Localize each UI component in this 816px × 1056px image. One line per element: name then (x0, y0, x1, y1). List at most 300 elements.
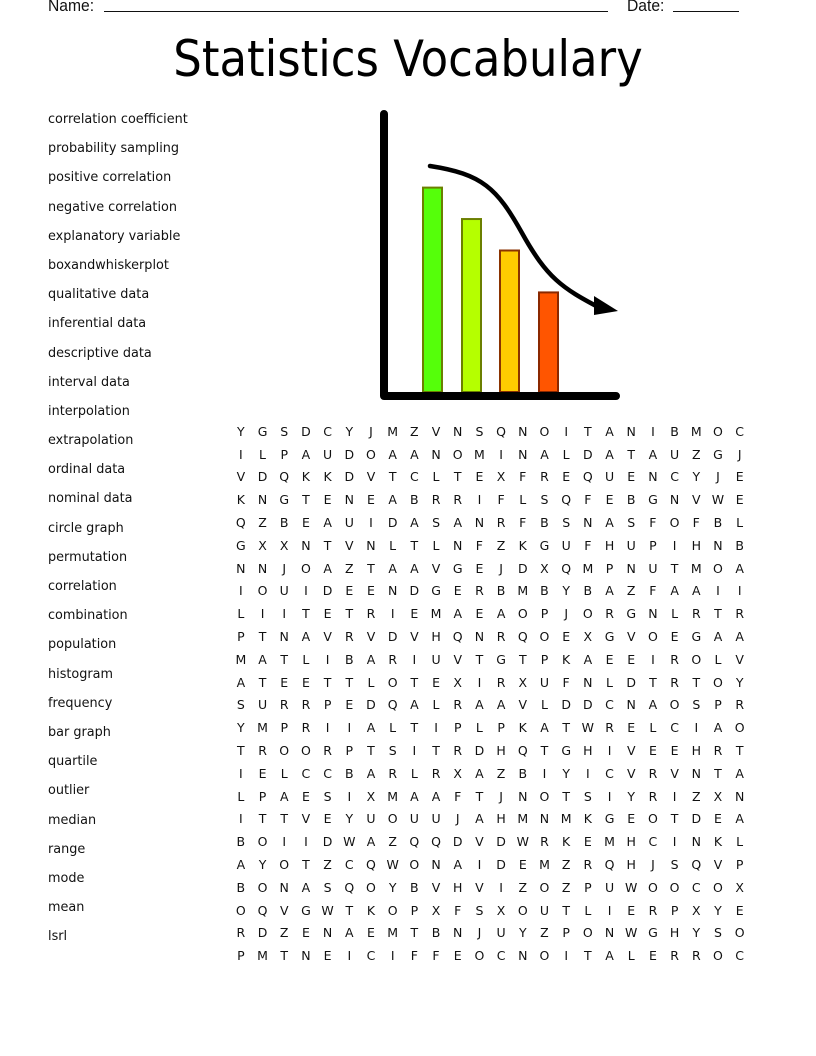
grid-letter[interactable]: U (604, 469, 615, 485)
grid-letter[interactable]: N (431, 446, 441, 462)
grid-letter[interactable]: N (236, 560, 246, 576)
grid-letter[interactable]: L (736, 515, 744, 531)
grid-letter[interactable]: N (366, 537, 376, 553)
grid-letter[interactable]: V (735, 651, 744, 667)
grid-letter[interactable]: W (321, 902, 334, 918)
grid-letter[interactable]: I (607, 743, 612, 759)
grid-letter[interactable]: N (518, 446, 528, 462)
grid-letter[interactable]: E (627, 811, 636, 827)
grid-letter[interactable]: O (647, 879, 658, 895)
grid-letter[interactable]: S (236, 697, 245, 713)
grid-letter[interactable]: A (453, 857, 462, 873)
grid-letter[interactable]: D (322, 583, 333, 599)
grid-letter[interactable]: R (670, 674, 679, 690)
grid-letter[interactable]: N (518, 423, 528, 439)
grid-letter[interactable]: Z (691, 788, 701, 804)
grid-letter[interactable]: D (257, 925, 268, 941)
grid-letter[interactable]: B (279, 515, 289, 531)
grid-letter[interactable]: S (280, 423, 289, 439)
grid-letter[interactable]: Q (517, 743, 528, 759)
grid-letter[interactable]: N (453, 423, 463, 439)
grid-letter[interactable]: E (453, 583, 462, 599)
grid-letter[interactable]: D (583, 697, 593, 713)
grid-letter[interactable]: T (323, 674, 332, 690)
grid-letter[interactable]: O (539, 423, 550, 439)
grid-letter[interactable]: F (432, 948, 440, 964)
grid-letter[interactable]: F (454, 902, 462, 918)
grid-letter[interactable]: S (475, 423, 484, 439)
grid-letter[interactable]: Q (235, 515, 246, 531)
grid-letter[interactable]: T (670, 811, 679, 827)
grid-letter[interactable]: V (626, 743, 636, 759)
grid-letter[interactable]: V (475, 834, 484, 850)
grid-letter[interactable]: U (539, 902, 550, 918)
grid-letter[interactable]: T (345, 902, 354, 918)
grid-letter[interactable]: H (691, 537, 701, 553)
grid-letter[interactable]: E (367, 583, 375, 599)
grid-letter[interactable]: A (648, 697, 658, 713)
grid-letter[interactable]: I (651, 651, 655, 667)
grid-letter[interactable]: M (257, 948, 268, 964)
grid-letter[interactable]: Q (561, 492, 572, 508)
grid-letter[interactable]: O (474, 948, 485, 964)
grid-letter[interactable]: M (539, 857, 550, 873)
grid-letter[interactable]: L (736, 834, 744, 850)
grid-letter[interactable]: M (560, 811, 572, 827)
grid-letter[interactable]: T (237, 743, 245, 759)
grid-letter[interactable]: K (562, 651, 571, 667)
grid-letter[interactable]: L (671, 606, 679, 622)
grid-letter[interactable]: O (257, 583, 268, 599)
grid-letter[interactable]: A (453, 606, 462, 622)
grid-letter[interactable]: A (410, 788, 419, 804)
grid-letter[interactable]: X (713, 788, 723, 804)
grid-letter[interactable]: V (713, 857, 723, 873)
grid-letter[interactable]: N (431, 857, 441, 873)
grid-letter[interactable]: U (257, 697, 268, 713)
grid-letter[interactable]: O (713, 674, 723, 690)
grid-letter[interactable]: N (669, 492, 680, 508)
grid-letter[interactable]: Q (561, 560, 572, 576)
grid-letter[interactable]: P (497, 720, 505, 736)
name-blank-line[interactable] (104, 11, 608, 12)
grid-letter[interactable]: R (453, 492, 463, 508)
grid-letter[interactable]: U (409, 811, 419, 827)
grid-letter[interactable]: A (605, 446, 614, 462)
grid-letter[interactable]: I (412, 743, 417, 759)
grid-letter[interactable]: F (519, 515, 527, 531)
grid-letter[interactable]: A (605, 948, 614, 964)
grid-letter[interactable]: Y (345, 811, 354, 827)
grid-letter[interactable]: K (583, 811, 592, 827)
grid-letter[interactable]: T (453, 469, 462, 485)
grid-letter[interactable]: I (239, 811, 243, 827)
grid-letter[interactable]: N (279, 879, 289, 895)
grid-letter[interactable]: O (669, 697, 680, 713)
grid-letter[interactable]: Q (496, 423, 507, 439)
grid-letter[interactable]: E (258, 765, 267, 781)
grid-letter[interactable]: E (367, 925, 375, 941)
grid-letter[interactable]: C (323, 765, 332, 781)
grid-letter[interactable]: E (562, 629, 571, 645)
grid-letter[interactable]: P (345, 743, 354, 759)
grid-letter[interactable]: E (648, 948, 657, 964)
grid-letter[interactable]: N (301, 537, 311, 553)
grid-letter[interactable]: V (475, 879, 484, 895)
grid-letter[interactable]: R (713, 743, 723, 759)
grid-letter[interactable]: C (409, 469, 419, 485)
grid-letter[interactable]: H (669, 925, 680, 941)
grid-letter[interactable]: O (582, 606, 593, 622)
grid-letter[interactable]: B (236, 834, 246, 850)
grid-letter[interactable]: Q (452, 629, 463, 645)
grid-letter[interactable]: U (344, 515, 354, 531)
grid-letter[interactable]: D (409, 583, 420, 599)
grid-letter[interactable]: Z (258, 515, 267, 531)
grid-letter[interactable]: A (410, 515, 419, 531)
grid-letter[interactable]: I (434, 720, 438, 736)
grid-letter[interactable]: T (410, 537, 419, 553)
grid-letter[interactable]: E (367, 492, 375, 508)
grid-letter[interactable]: J (651, 857, 655, 873)
grid-letter[interactable]: L (259, 446, 267, 462)
grid-letter[interactable]: Y (258, 857, 267, 873)
grid-letter[interactable]: A (605, 583, 614, 599)
grid-letter[interactable]: P (258, 788, 267, 804)
grid-letter[interactable]: G (431, 583, 441, 599)
grid-letter[interactable]: O (669, 515, 680, 531)
grid-letter[interactable]: D (366, 697, 376, 713)
grid-letter[interactable]: X (366, 788, 376, 804)
grid-letter[interactable]: N (301, 948, 311, 964)
grid-letter[interactable]: R (301, 697, 311, 713)
grid-letter[interactable]: V (431, 879, 441, 895)
grid-letter[interactable]: O (582, 925, 593, 941)
grid-letter[interactable]: E (670, 629, 679, 645)
grid-letter[interactable]: Y (562, 765, 570, 781)
grid-letter[interactable]: I (607, 902, 612, 918)
grid-letter[interactable]: Q (279, 469, 290, 485)
grid-letter[interactable]: O (517, 902, 528, 918)
grid-letter[interactable]: Z (626, 583, 636, 599)
grid-letter[interactable]: Z (496, 765, 506, 781)
grid-letter[interactable]: A (605, 515, 614, 531)
grid-letter[interactable]: C (323, 423, 332, 439)
grid-letter[interactable]: J (282, 560, 287, 576)
grid-letter[interactable]: N (691, 765, 701, 781)
grid-letter[interactable]: J (477, 925, 482, 941)
grid-letter[interactable]: E (280, 674, 289, 690)
grid-letter[interactable]: T (302, 606, 310, 622)
grid-letter[interactable]: C (648, 834, 658, 850)
grid-letter[interactable]: S (583, 788, 592, 804)
grid-letter[interactable]: E (714, 811, 722, 827)
grid-letter[interactable]: N (279, 629, 289, 645)
grid-letter[interactable]: A (605, 423, 614, 439)
grid-letter[interactable]: A (735, 629, 744, 645)
grid-letter[interactable]: N (691, 834, 701, 850)
grid-letter[interactable]: U (561, 537, 571, 553)
grid-letter[interactable]: C (344, 857, 354, 873)
grid-letter[interactable]: A (366, 720, 376, 736)
grid-letter[interactable]: A (713, 629, 723, 645)
grid-letter[interactable]: E (627, 720, 636, 736)
grid-letter[interactable]: X (453, 674, 462, 690)
grid-letter[interactable]: H (496, 811, 506, 827)
grid-letter[interactable]: R (670, 948, 679, 964)
grid-letter[interactable]: S (323, 879, 332, 895)
grid-letter[interactable]: F (649, 515, 657, 531)
grid-letter[interactable]: A (236, 857, 246, 873)
grid-letter[interactable]: T (367, 560, 375, 576)
grid-letter[interactable]: C (605, 765, 614, 781)
grid-letter[interactable]: I (499, 879, 503, 895)
grid-letter[interactable]: P (540, 651, 549, 667)
grid-letter[interactable]: Z (323, 857, 332, 873)
grid-letter[interactable]: B (431, 925, 441, 941)
grid-letter[interactable]: L (237, 606, 245, 622)
grid-letter[interactable]: G (604, 811, 615, 827)
grid-letter[interactable]: M (235, 651, 247, 667)
grid-letter[interactable]: I (282, 606, 287, 622)
grid-letter[interactable]: E (735, 469, 744, 485)
grid-letter[interactable]: M (517, 583, 529, 599)
grid-letter[interactable]: A (475, 765, 484, 781)
grid-letter[interactable]: E (323, 606, 332, 622)
grid-letter[interactable]: T (735, 743, 744, 759)
grid-letter[interactable]: T (280, 811, 289, 827)
grid-letter[interactable]: R (453, 743, 463, 759)
grid-letter[interactable]: A (475, 697, 484, 713)
grid-letter[interactable]: N (257, 560, 268, 576)
grid-letter[interactable]: U (604, 879, 615, 895)
grid-letter[interactable]: E (562, 469, 571, 485)
grid-letter[interactable]: L (562, 446, 570, 462)
grid-letter[interactable]: I (694, 720, 699, 736)
grid-letter[interactable]: N (322, 925, 333, 941)
grid-letter[interactable]: P (323, 697, 332, 713)
grid-letter[interactable]: U (539, 674, 550, 690)
grid-letter[interactable]: A (301, 629, 311, 645)
grid-letter[interactable]: O (539, 629, 550, 645)
grid-letter[interactable]: Y (237, 423, 245, 439)
grid-letter[interactable]: A (366, 651, 376, 667)
grid-letter[interactable]: Z (518, 879, 528, 895)
grid-letter[interactable]: O (387, 902, 398, 918)
grid-letter[interactable]: V (410, 629, 419, 645)
grid-letter[interactable]: I (672, 788, 677, 804)
grid-letter[interactable]: A (388, 560, 397, 576)
grid-letter[interactable]: Y (562, 583, 570, 599)
grid-letter[interactable]: U (648, 560, 658, 576)
grid-letter[interactable]: F (584, 492, 592, 508)
grid-letter[interactable]: E (301, 925, 310, 941)
grid-letter[interactable]: D (691, 811, 702, 827)
grid-letter[interactable]: E (518, 857, 527, 873)
grid-letter[interactable]: E (453, 948, 462, 964)
grid-letter[interactable]: L (475, 720, 483, 736)
grid-letter[interactable]: B (540, 515, 549, 531)
grid-letter[interactable]: K (518, 720, 527, 736)
grid-letter[interactable]: P (714, 697, 722, 713)
grid-letter[interactable]: B (540, 583, 549, 599)
grid-letter[interactable]: J (499, 788, 503, 804)
grid-letter[interactable]: C (366, 948, 376, 964)
grid-letter[interactable]: O (235, 902, 246, 918)
grid-letter[interactable]: I (347, 720, 352, 736)
grid-letter[interactable]: H (626, 857, 636, 873)
grid-letter[interactable]: Q (387, 697, 398, 713)
grid-letter[interactable]: J (499, 560, 503, 576)
grid-letter[interactable]: Z (691, 446, 701, 462)
grid-letter[interactable]: D (496, 834, 506, 850)
grid-letter[interactable]: S (432, 515, 440, 531)
grid-letter[interactable]: I (325, 651, 330, 667)
grid-letter[interactable]: R (691, 948, 701, 964)
grid-letter[interactable]: T (258, 629, 267, 645)
grid-letter[interactable]: D (387, 629, 398, 645)
grid-letter[interactable]: R (388, 651, 397, 667)
grid-letter[interactable]: T (323, 537, 332, 553)
grid-letter[interactable]: R (475, 583, 484, 599)
grid-letter[interactable]: X (735, 879, 744, 895)
grid-letter[interactable]: V (345, 537, 354, 553)
grid-letter[interactable]: K (518, 537, 527, 553)
grid-letter[interactable]: I (239, 446, 243, 462)
grid-letter[interactable]: L (584, 902, 592, 918)
grid-letter[interactable]: T (562, 720, 570, 736)
grid-letter[interactable]: W (625, 879, 638, 895)
grid-letter[interactable]: I (564, 423, 568, 439)
grid-letter[interactable]: S (323, 788, 332, 804)
grid-letter[interactable]: R (258, 743, 267, 759)
grid-letter[interactable]: F (519, 469, 527, 485)
grid-letter[interactable]: O (366, 446, 376, 462)
grid-letter[interactable]: A (410, 446, 419, 462)
grid-letter[interactable]: X (691, 902, 701, 918)
grid-letter[interactable]: T (627, 446, 636, 462)
grid-letter[interactable]: H (691, 743, 701, 759)
grid-letter[interactable]: K (713, 834, 723, 850)
grid-letter[interactable]: T (649, 674, 657, 690)
grid-letter[interactable]: T (410, 674, 419, 690)
grid-letter[interactable]: M (474, 446, 485, 462)
grid-letter[interactable]: O (539, 879, 550, 895)
grid-letter[interactable]: T (280, 948, 289, 964)
grid-letter[interactable]: R (540, 469, 549, 485)
grid-letter[interactable]: G (279, 492, 290, 508)
grid-letter[interactable]: P (540, 606, 549, 622)
grid-letter[interactable]: A (583, 651, 593, 667)
grid-letter[interactable]: N (648, 606, 658, 622)
grid-letter[interactable]: P (605, 560, 614, 576)
grid-letter[interactable]: M (604, 834, 615, 850)
grid-letter[interactable]: B (583, 583, 593, 599)
grid-letter[interactable]: T (345, 606, 354, 622)
grid-letter[interactable]: I (586, 765, 590, 781)
grid-letter[interactable]: O (539, 788, 550, 804)
grid-letter[interactable]: V (236, 469, 246, 485)
grid-letter[interactable]: I (607, 788, 612, 804)
grid-letter[interactable]: N (583, 674, 593, 690)
grid-letter[interactable]: O (257, 879, 268, 895)
grid-letter[interactable]: E (583, 834, 592, 850)
grid-letter[interactable]: D (387, 515, 398, 531)
grid-letter[interactable]: R (236, 925, 246, 941)
grid-letter[interactable]: A (453, 515, 462, 531)
grid-letter[interactable]: B (713, 515, 723, 531)
grid-letter[interactable]: N (648, 469, 658, 485)
grid-letter[interactable]: M (517, 811, 529, 827)
grid-letter[interactable]: O (669, 879, 680, 895)
grid-letter[interactable]: C (301, 765, 311, 781)
grid-letter[interactable]: T (410, 720, 419, 736)
grid-letter[interactable]: H (453, 879, 463, 895)
grid-letter[interactable]: A (692, 583, 701, 599)
grid-letter[interactable]: O (539, 948, 550, 964)
grid-letter[interactable]: O (647, 629, 658, 645)
grid-letter[interactable]: A (410, 697, 419, 713)
grid-letter[interactable]: U (431, 811, 441, 827)
grid-letter[interactable]: H (431, 629, 441, 645)
grid-letter[interactable]: N (626, 560, 636, 576)
grid-letter[interactable]: X (431, 902, 441, 918)
grid-letter[interactable]: R (670, 651, 679, 667)
grid-letter[interactable]: A (366, 834, 376, 850)
grid-letter[interactable]: C (605, 697, 614, 713)
grid-letter[interactable]: N (626, 697, 636, 713)
grid-letter[interactable]: R (388, 765, 397, 781)
grid-letter[interactable]: R (583, 857, 593, 873)
grid-letter[interactable]: Q (582, 469, 593, 485)
grid-letter[interactable]: Z (344, 560, 354, 576)
grid-letter[interactable]: B (735, 537, 744, 553)
grid-letter[interactable]: I (239, 583, 243, 599)
grid-letter[interactable]: G (236, 537, 246, 553)
grid-letter[interactable]: O (452, 446, 463, 462)
grid-letter[interactable]: L (280, 765, 288, 781)
grid-letter[interactable]: A (735, 560, 744, 576)
grid-letter[interactable]: I (477, 492, 482, 508)
grid-letter[interactable]: A (388, 446, 397, 462)
grid-letter[interactable]: E (323, 492, 332, 508)
grid-letter[interactable]: A (345, 925, 354, 941)
grid-letter[interactable]: U (670, 446, 680, 462)
grid-letter[interactable]: B (410, 879, 419, 895)
grid-letter[interactable]: Y (692, 469, 701, 485)
grid-letter[interactable]: X (583, 629, 593, 645)
grid-letter[interactable]: P (237, 948, 245, 964)
grid-letter[interactable]: H (626, 834, 636, 850)
grid-letter[interactable]: R (344, 629, 354, 645)
grid-letter[interactable]: U (323, 446, 333, 462)
grid-letter[interactable]: P (584, 879, 592, 895)
grid-letter[interactable]: T (432, 743, 440, 759)
grid-letter[interactable]: T (692, 674, 701, 690)
grid-letter[interactable]: I (239, 765, 243, 781)
grid-letter[interactable]: V (626, 629, 636, 645)
grid-letter[interactable]: N (518, 788, 528, 804)
grid-letter[interactable]: O (300, 743, 311, 759)
grid-letter[interactable]: O (734, 720, 745, 736)
grid-letter[interactable]: T (410, 925, 419, 941)
grid-letter[interactable]: A (735, 811, 744, 827)
grid-letter[interactable]: V (323, 629, 332, 645)
grid-letter[interactable]: E (301, 674, 310, 690)
grid-letter[interactable]: Z (561, 857, 571, 873)
grid-letter[interactable]: O (734, 925, 745, 941)
grid-letter[interactable]: W (625, 925, 638, 941)
